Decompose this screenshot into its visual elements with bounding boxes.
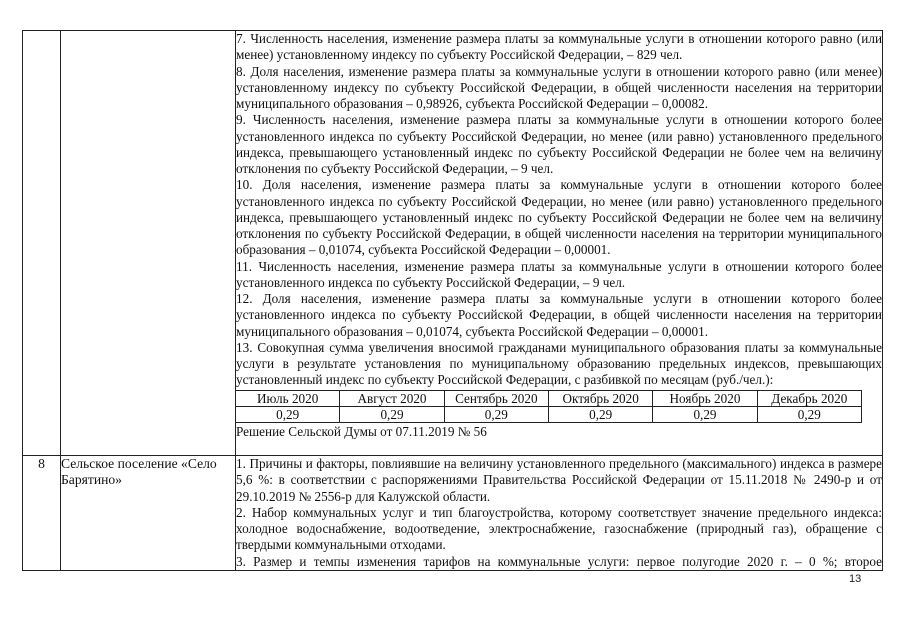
month-header: Декабрь 2020 [757,390,861,406]
paragraph-11: 11. Численность населения, изменение размера платы за коммунальные услуги в отношении которого более установленного индекса по субъекту Российской Федерации, – 9 чел. [236,258,882,290]
month-header: Сентябрь 2020 [444,390,548,406]
month-value: 0,29 [444,406,548,422]
paragraph-2: 2. Набор коммунальных услуг и тип благоустройства, которому соответствует значение предельного индекса: холодное водоснабжение, водоотведение, электроснабжение, газоснабжение (природный газ), обращение с твердыми коммунальными отходами. [236,504,882,553]
paragraph-3: 3. Размер и темпы изменения тарифов на коммунальные услуги: первое полугодие 2020 г. – 0 %; второе [236,553,882,569]
table-row [23,31,883,456]
paragraph-9: 9. Численность населения, изменение размера платы за коммунальные услуги в отношении которого более установленного индекса по субъекту Российской Федерации, но менее (или равно) установленного предельного индекса, превышающего установленный индекс по субъекту Российской Федерации не более чем на величину отклонения по субъекту Российской Федерации, – 9 чел. [236,112,882,176]
month-header: Июль 2020 [236,390,340,406]
municipal-index-table [22,30,883,571]
paragraph-7: 7. Численность населения, изменение размера платы за коммунальные услуги в отношении которого равно (или менее) установленному индексу по субъекту Российской Федерации, – 829 чел. [236,31,882,63]
municipality-name-cell: Сельское поселение «Село Барятино» [61,456,236,571]
month-value: 0,29 [653,406,757,422]
month-header: Август 2020 [340,390,444,406]
page-number: 13 [849,573,862,585]
row-number-cell [23,31,61,456]
paragraph-10: 10. Доля населения, изменение размера платы за коммунальные услуги в отношении которого более установленного индекса по субъекту Российской Федерации, но менее (или равно) установленного предельного индекса, превышающего установленный индекс по субъекту Российской Федерации не более чем на величину отклонения по субъекту Российской Федерации, в общей численности населения на территории муниципального образования – 0,01074, субъекта Российской Федерации – 0,00001. [236,177,882,258]
row-number-cell: 8 [23,456,61,571]
details-cell [236,31,883,456]
paragraph-12: 12. Доля населения, изменение размера платы за коммунальные услуги в отношении которого более установленного индекса по субъекту Российской Федерации, в общей численности населения на территории муниципального образования – 0,01074, субъекта Российской Федерации – 0,00001. [236,291,882,339]
monthly-amounts-table [235,390,862,423]
month-value: 0,29 [548,406,652,422]
details-cell [236,456,883,571]
table-row [23,456,883,571]
paragraph-8: 8. Доля населения, изменение размера платы за коммунальные услуги в отношении которого равно (или менее) установленному индексу по субъекту Российской Федерации, в общей численности населения на территории муниципального образования – 0,98926, субъекта Российской Федерации – 0,00082. [236,63,882,111]
months-value-row [236,406,862,422]
paragraph-13: 13. Совокупная сумма увеличения вносимой гражданами муниципального образования платы за коммунальные услуги в результате установления по муниципальному образованию предельных индексов, превышающих установленный индекс по субъекту Российской Федерации, с разбивкой по месяцам (руб./чел.): [236,339,882,388]
municipality-name-cell [61,31,236,456]
months-header-row [236,390,862,406]
decision-reference: Решение Сельской Думы от 07.11.2019 № 56 [236,423,487,439]
month-value: 0,29 [340,406,444,422]
month-header: Ноябрь 2020 [653,390,757,406]
paragraph-1: 1. Причины и факторы, повлиявшие на величину установленного предельного (максимального) индекса в размере 5,6 %: в соответствии с распоряжениями Правительства Российской Федерации от 15.11.2018 № 2490-р и от 29.10.2019 № 2556-р для Калужской области. [236,456,882,504]
month-value: 0,29 [757,406,861,422]
month-header: Октябрь 2020 [548,390,652,406]
month-value: 0,29 [236,406,340,422]
